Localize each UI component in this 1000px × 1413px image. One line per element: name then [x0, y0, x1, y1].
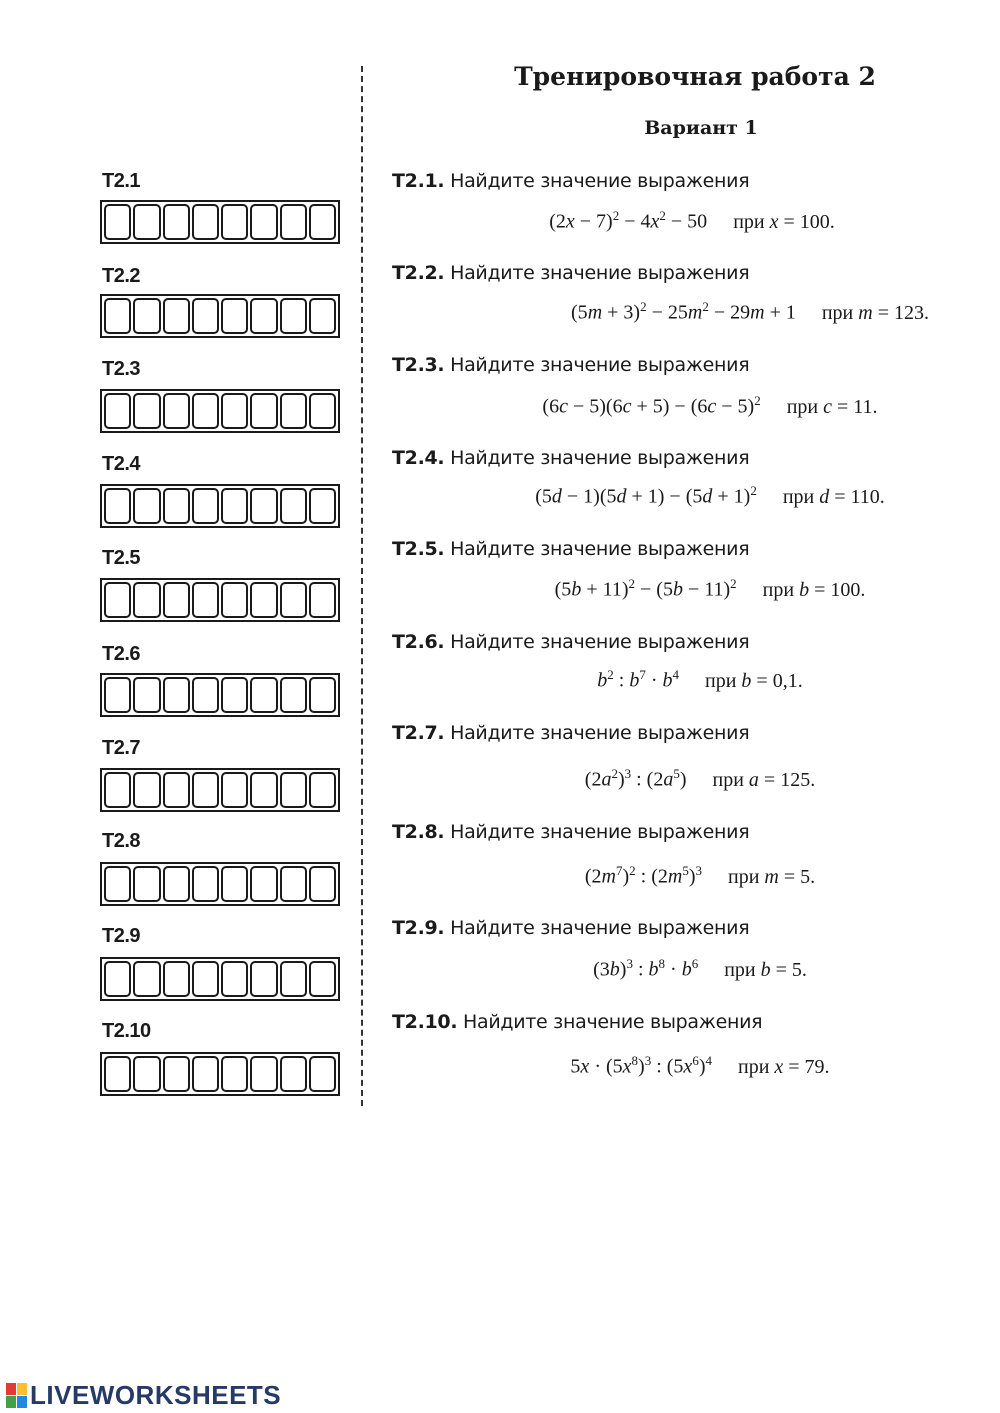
brand-name: LIVEWORKSHEETS	[30, 1380, 282, 1410]
answer-box[interactable]	[100, 1052, 340, 1096]
task-expression: $(2x - 7)^2 - 4x^2 - 50$ при x = 100.	[549, 208, 835, 233]
answer-box[interactable]	[100, 673, 340, 717]
cut-line	[361, 66, 363, 1106]
task-expression: $(5b + 11)^2 - (5b - 11)^2$ при b = 100.	[554, 576, 866, 601]
task-heading: T2.9. Найдите значение выражения	[392, 917, 750, 939]
answer-box[interactable]	[100, 578, 340, 622]
worksheet-title: Тренировочная работа 2	[514, 62, 876, 91]
task-heading: T2.7. Найдите значение выражения	[392, 722, 750, 744]
task-heading: T2.8. Найдите значение выражения	[392, 821, 750, 843]
answer-label: T2.6	[102, 643, 141, 665]
task-expression: $b^2$ : $b^7 \cdot b^4$ при b = 0,1.	[597, 667, 803, 692]
task-expression: $(2a^2)^3$ : $(2a^5)$ при a = 125.	[584, 766, 816, 791]
logo-mark-icon	[6, 1383, 27, 1408]
answer-box[interactable]	[100, 957, 340, 1001]
variant-label: Вариант 1	[644, 117, 758, 139]
task-heading: T2.10. Найдите значение выражения	[392, 1011, 763, 1033]
answer-label: T2.2	[102, 265, 141, 287]
task-heading: T2.1. Найдите значение выражения	[392, 170, 750, 192]
task-heading: T2.3. Найдите значение выражения	[392, 354, 750, 376]
answer-box[interactable]	[100, 862, 340, 906]
task-expression: $(2m^7)^2$ : $(2m^5)^3$ при m = 5.	[584, 863, 816, 888]
answer-label: T2.8	[102, 830, 141, 852]
task-heading: T2.5. Найдите значение выражения	[392, 538, 750, 560]
answer-label: T2.5	[102, 547, 141, 569]
task-expression: $(6c - 5)(6c + 5) - (6c - 5)^2$ при c = 11.	[542, 393, 878, 418]
liveworksheets-logo	[6, 1380, 281, 1411]
task-heading: T2.2. Найдите значение выражения	[392, 262, 750, 284]
task-expression: $5x \cdot (5x^8)^3$ : $(5x^6)^4$ при x = 79.	[570, 1053, 830, 1078]
task-expression: $(3b)^3$ : $b^8 \cdot b^6$ при b = 5.	[593, 956, 807, 981]
answer-label: T2.9	[102, 925, 141, 947]
answer-box[interactable]	[100, 294, 340, 338]
answer-box[interactable]	[100, 484, 340, 528]
answer-label: T2.10	[102, 1020, 151, 1042]
answer-box[interactable]	[100, 768, 340, 812]
answer-label: T2.3	[102, 358, 141, 380]
answer-box[interactable]	[100, 389, 340, 433]
task-heading: T2.6. Найдите значение выражения	[392, 631, 750, 653]
answer-label: T2.7	[102, 737, 141, 759]
answer-box[interactable]	[100, 200, 340, 244]
answer-label: T2.4	[102, 453, 141, 475]
task-expression: $(5d - 1)(5d + 1) - (5d + 1)^2$ при d = 110.	[535, 483, 885, 508]
answer-label: T2.1	[102, 170, 141, 192]
task-heading: T2.4. Найдите значение выражения	[392, 447, 750, 469]
task-expression: $(5m + 3)^2 - 25m^2 - 29m + 1$ при m = 123.	[571, 299, 929, 324]
